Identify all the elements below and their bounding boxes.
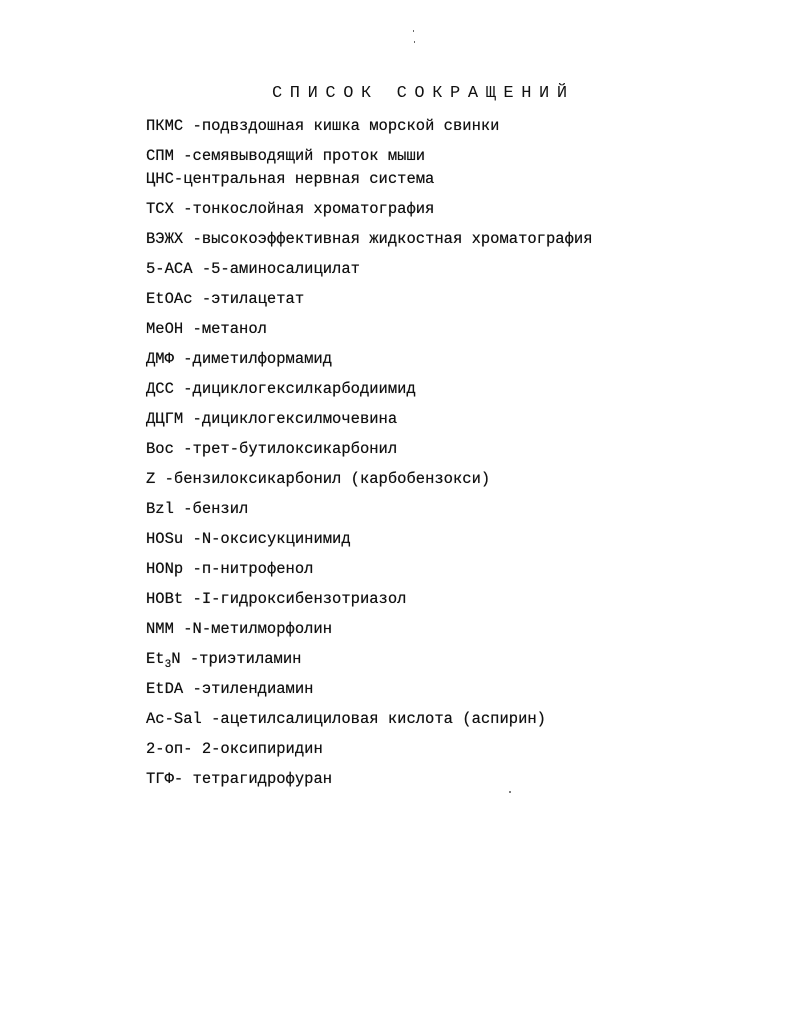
list-item <box>146 409 706 439</box>
separator: - <box>173 620 193 638</box>
separator: - <box>201 710 221 728</box>
definition: подвздошная кишка морской свинки <box>201 117 500 135</box>
separator: - <box>183 590 202 608</box>
scan-speck <box>414 41 415 43</box>
abbreviation: 5-АСА <box>146 260 193 278</box>
list-item <box>146 649 706 679</box>
list-item <box>146 619 706 649</box>
separator: - <box>183 230 202 248</box>
scan-speck <box>413 30 414 32</box>
list-item <box>146 169 706 199</box>
definition: тонкослойная хроматография <box>192 200 435 218</box>
separator: - <box>155 470 174 488</box>
abbreviation: ВЭЖХ <box>146 230 184 248</box>
list-item <box>146 259 706 289</box>
separator: - <box>183 560 202 578</box>
definition: N-метилморфолин <box>192 620 333 638</box>
list-item <box>146 349 706 379</box>
abbreviation: ДМФ <box>146 350 174 368</box>
list-item <box>146 289 706 319</box>
separator: - <box>192 290 212 308</box>
abbreviation: Boc <box>146 440 174 458</box>
abbreviation: ТСХ <box>146 200 174 218</box>
separator: - <box>173 380 193 398</box>
abbreviation: EtDA <box>146 680 184 698</box>
separator: - <box>183 410 202 428</box>
separator: - <box>173 440 193 458</box>
separator: - <box>173 200 193 218</box>
list-item <box>146 529 706 559</box>
list-item <box>146 589 706 619</box>
list-item <box>146 116 706 146</box>
definition: диметилформамид <box>192 350 333 368</box>
abbreviation: HOSu <box>146 530 184 548</box>
abbreviation: ПКМС <box>146 117 184 135</box>
definition: 5-аминосалицилат <box>211 260 360 278</box>
definition: I-гидроксибензотриазол <box>201 590 407 608</box>
abbreviation: ДСС <box>146 380 174 398</box>
abbreviation: ТГФ- <box>146 770 184 788</box>
page-title: СПИСОК СОКРАЩЕНИЙ <box>272 84 575 103</box>
separator: - <box>173 500 193 518</box>
list-item <box>146 199 706 229</box>
separator: - <box>173 350 193 368</box>
separator: - <box>173 170 184 188</box>
abbreviation: СПМ <box>146 147 174 165</box>
abbreviation: ДЦГМ <box>146 410 184 428</box>
definition: бензилоксикарбонил (карбобензокси) <box>173 470 491 488</box>
abbreviation: ЦНС <box>146 170 174 188</box>
list-item <box>146 499 706 529</box>
definition: триэтиламин <box>199 650 302 668</box>
definition: этилендиамин <box>201 680 314 698</box>
separator: - <box>192 260 212 278</box>
definition: трет-бутилоксикарбонил <box>192 440 398 458</box>
definition: дициклогексилмочевина <box>201 410 398 428</box>
abbreviation-tail: N <box>171 650 181 668</box>
list-item <box>146 559 706 589</box>
list-item <box>146 319 706 349</box>
definition: дициклогексилкарбодиимид <box>192 380 416 398</box>
list-item <box>146 679 706 709</box>
definition: ацетилсалициловая кислота (аспирин) <box>220 710 546 728</box>
definition: N-оксисукцинимид <box>201 530 351 548</box>
definition: 2-оксипиридин <box>201 740 323 758</box>
definition: тетрагидрофуран <box>192 770 333 788</box>
separator: - <box>183 530 202 548</box>
list-item <box>146 739 706 769</box>
definition: этилацетат <box>211 290 305 308</box>
definition: метанол <box>201 320 267 338</box>
list-item <box>146 469 706 499</box>
separator <box>193 740 202 758</box>
separator: - <box>180 650 200 668</box>
abbreviation: EtOAc <box>146 290 193 308</box>
separator: - <box>183 680 202 698</box>
abbreviation: Bzl <box>146 500 174 518</box>
definition: центральная нервная система <box>183 170 435 188</box>
abbreviation: HOBt <box>146 590 184 608</box>
abbreviation: MeOH <box>146 320 184 338</box>
definition: высокоэффективная жидкостная хроматография <box>201 230 593 248</box>
abbreviation: Z <box>146 470 156 488</box>
list-item <box>146 379 706 409</box>
list-item <box>146 229 706 259</box>
definition: бензил <box>192 500 249 518</box>
abbreviation: NMM <box>146 620 174 638</box>
list-item <box>146 439 706 469</box>
abbreviation: Ac-Sal <box>146 710 202 728</box>
separator: - <box>183 320 202 338</box>
abbreviation: 2-оп- <box>146 740 193 758</box>
abbreviation-list <box>146 116 706 799</box>
definition: семявыводящий проток мыши <box>192 147 426 165</box>
list-item <box>146 709 706 739</box>
abbreviation <box>146 650 181 671</box>
abbreviation-base: Et <box>146 650 165 668</box>
list-item <box>146 769 706 799</box>
abbreviation: HONp <box>146 560 184 578</box>
list-item <box>146 146 706 169</box>
abbreviation-subscript: 3 <box>164 659 172 671</box>
separator: - <box>183 117 202 135</box>
separator <box>183 770 192 788</box>
separator: - <box>173 147 193 165</box>
definition: п-нитрофенол <box>201 560 314 578</box>
